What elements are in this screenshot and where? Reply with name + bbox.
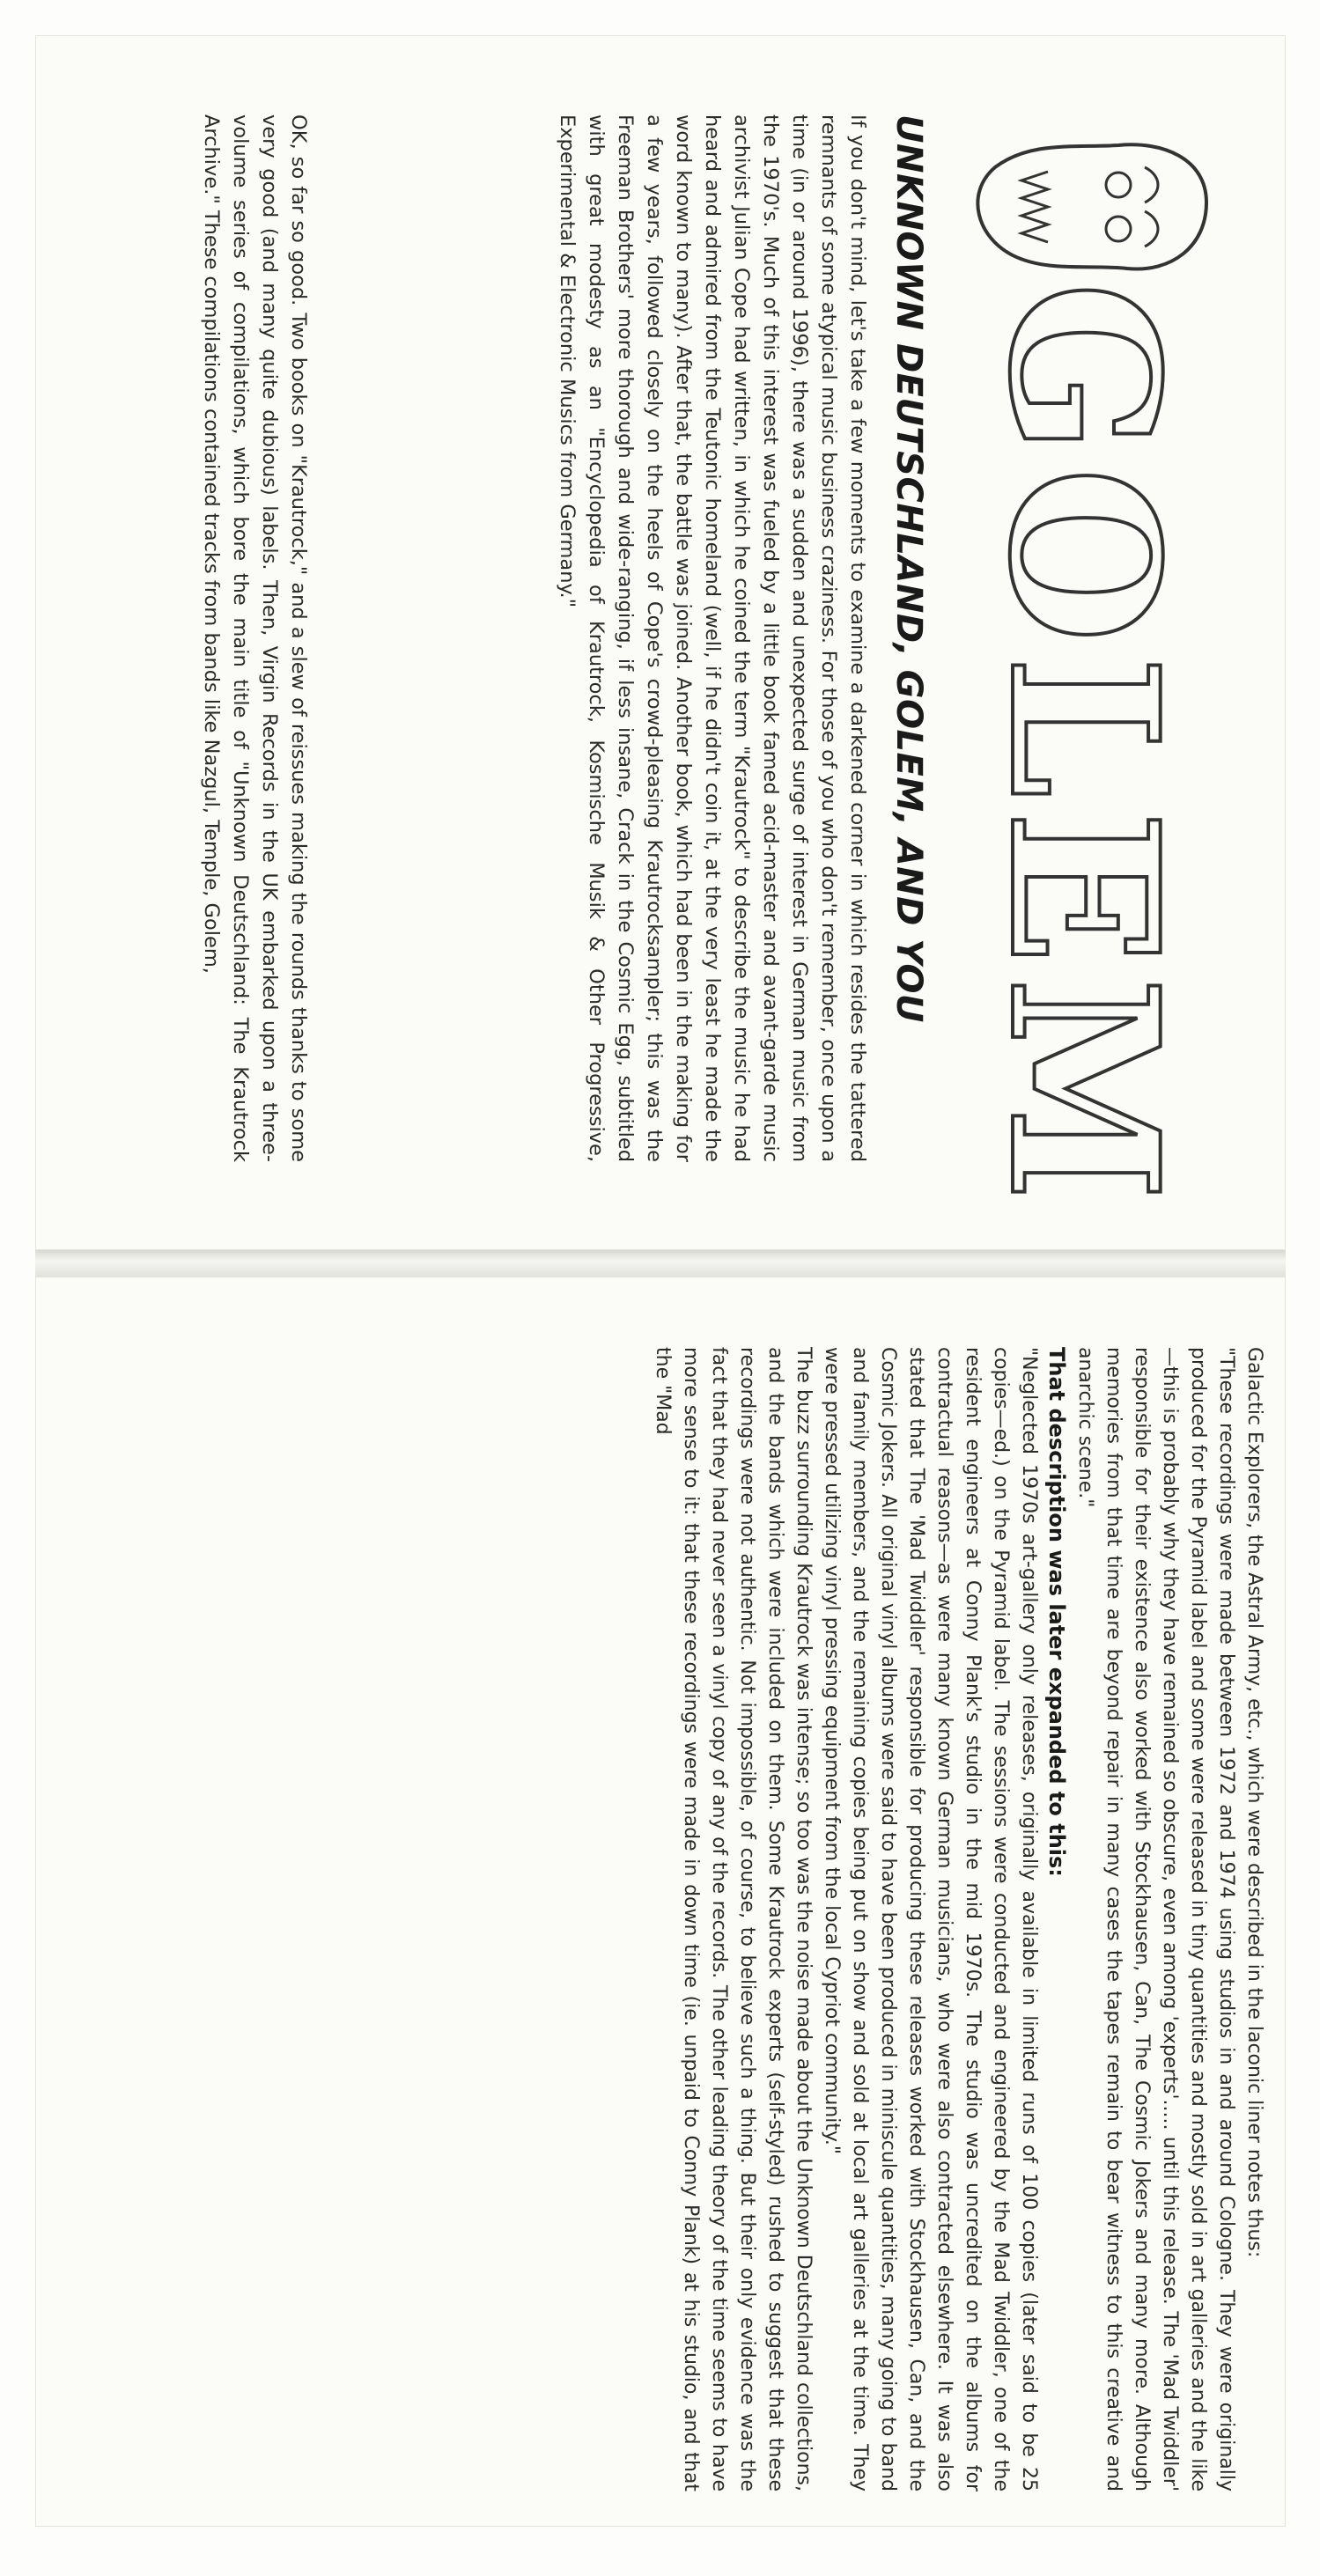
liner-notes-quote-2: "Neglected 1970s art-gallery only releases, originally available in limited runs of 100 copies (later said to be 25 copies—ed.) on the Pyramid label. The sessions were conducted and engineered by the Mad Twiddler, one of the resident engineers at Conny Plank's studio in the mid 1970s. The studio was uncredited on the albums for contractual reasons—as were many known German musicians, who were also contracted elsewhere. It was also stated that The 'Mad Twiddler' responsible for producing these releases worked with Stockhausen, Can, and the Cosmic Jokers. All original vinyl albums were said to have been produced in miniscule quantities, many going to band and family members, and the remaining copies being put on show and sold at local art galleries at the time. They were pressed utilizing vinyl pressing equipment from the local Cypriot community." xyxy=(821,1347,1040,2491)
creature-skull-icon xyxy=(960,123,1224,282)
paragraph-3-text: Galactic Explorers, the Astral Army, etc., which were described in the laconic liner notes thus: xyxy=(1243,1347,1265,2258)
paragraph-1-text: If you don't mind, let's take a few moments to examine a darkened corner in which resides the tattered remnants of some atypical music business craziness. For those of you who don't remember, once upon a time (in or around 1996), there was a sudden and unexpected surge of interest in German music from the 1970's. Much of this interest was fueled by a little book famed acid-master and avant-garde music archivist Julian Cope had written, in which he coined the term "Krautrock" to describe the music he had heard and admired from the Teutonic homeland (well, if he didn't coin it, at the very least he made the word known to many). After that, the battle was joined. Another book, which had been in the making for a few years, followed closely on the heels of Cope's crowd-pleasing Krautrocksampler; this was the Freeman Brothers' more thorough and wide-ranging, if less insane, Crack in the Cosmic Egg, subtitled with great modesty as an "Encyclopedia of Krautrock, Kosmische Musik & Other Progressive, Experimental & Electronic Musics from Germany." xyxy=(556,114,869,1162)
article-title: UNKNOWN DEUTSCHLAND, GOLEM, AND YOU xyxy=(889,114,929,1023)
paragraph-4-text: The buzz surrounding Krautrock was intense; so too was the noise made about the Unknown Deutschland collections, and the bands which were included on them. Some Krautrock experts (self-styled) rushed to suggest that these recordings were not authentic. Not impossible, of course, to believe such a thing. But their only evidence was the fact that they had never seen a vinyl copy of any of the records. The other leading theory of the time seems to have more sense to it: that these recordings were made in down time (ie. unpaid to Conny Plank) at his studio, and that the "Mad xyxy=(652,1347,815,2491)
booklet-fold xyxy=(35,1250,1286,1277)
top-page-content xyxy=(114,114,1233,1214)
subheading-expanded: That description was later expanded to this: xyxy=(1044,1347,1069,1877)
bottom-page-text xyxy=(648,1347,1268,2491)
liner-notes-quote-1: "These recordings were made between 1972 and 1974 using studios in and around Cologne. They were originally produced for the Pyramid label and some were released in tiny quantities and mostly sold in art galleries and the like—this is probably why they have remained so obscure, even among 'experts'..... until this release. The 'Mad Twiddler' responsible for their existence also worked with Stockhausen, Can, The Cosmic Jokers and many more. Although memories from that time are beyond repair in many cases the tapes remain to bear witness to this creative and anarchic scene." xyxy=(1074,1347,1237,2491)
article-paragraph-2 xyxy=(196,114,313,1162)
golem-logo-text: GOLEM xyxy=(964,282,1202,1214)
article-paragraph-1 xyxy=(552,114,872,1162)
bottom-page-content xyxy=(123,1347,1268,2509)
paragraph-2-text: OK, so far so good. Two books on "Krautrock," and a slew of reissues making the rounds thanks to some very good (and many quite dubious) labels. Then, Virgin Records in the UK embarked upon a three-volume series of compilations, which bore the main title of "Unknown Deutschland: The Krautrock Archive." These compilations contained tracks from bands like Nazgul, Temple, Golem, xyxy=(200,114,310,1162)
golem-logo xyxy=(942,114,1233,1214)
